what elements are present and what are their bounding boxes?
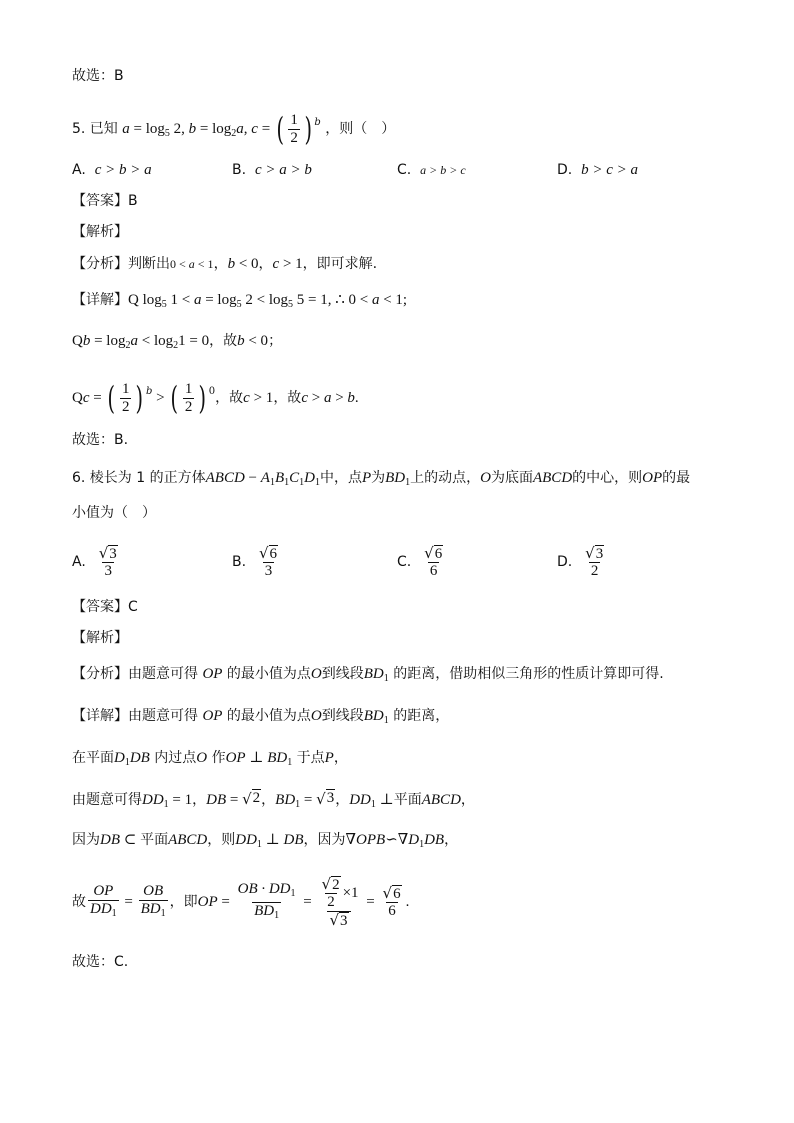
q5-xiangjie-step1: 【详解】Q $\log_5 1 < a = \log_5 2 < \log_5 5 = 1$, ∴ 0 < a < 1; [72,292,408,310]
q6-answer-tag: 【答案】C [72,599,138,615]
q6-xiangjie: 【详解】由题意可得 OP 的最小值为点O到线段$BD_1$ 的距离， [72,708,450,726]
q6-analysis-tag: 【解析】 [72,630,128,646]
q4-answer-line: 故选：B [72,68,124,84]
q6-option-a: A. √ 3 3 [72,543,117,579]
q5-conclusion: 故选：B. [72,432,129,448]
q6-because-line: 因为DB ⊂ 平面ABCD，则$DD_1$ ⊥ DB，因为$\nabla OPB∽\nabla D_1DB$， [72,832,459,850]
q6-fenxi: 【分析】由题意可得 OP 的最小值为点O到线段$BD_1$ 的距离，借助相似三角形的性质计算即可得. [72,666,664,684]
q6-final-line: 故 $\frac{OP}{DD_1}$ = $\frac{OB}{BD_1}$ ，即OP = $\frac{OB \cdot DD_1}{BD_1}$ = √ 2 2 ×1 √ 3 = √ 6 6 . [72,874,410,929]
q5-option-a: A. c > b > a [72,162,152,178]
q5-c-expr: ( $\frac{1}{2}$ ) [276,110,312,148]
q6-stem-line1: 6. 棱长为 1 的正方体ABCD − $A_1B_1C_1D_1$中，点P为$BD_1$上的动点，O为底面ABCD的中心，则OP的最 [72,470,691,488]
q5-xiangjie-step2: $Qb = \log_2a < \log_21 = 0$，故b < 0； [72,333,283,351]
q5-fenxi: 【分析】判断出0 < a < 1，b < 0，c > 1，即可求解. [72,256,378,272]
q5-option-d: D. b > c > a [557,162,639,178]
q6-stem-line2: 小值为（ ） [72,505,156,521]
q5-xiangjie-step3: Qc = ( $\frac{1}{2}$ ) $^b$ > ( $\frac{1}{2}$ ) $^0$，故c > 1，故c > a > b. [72,379,359,417]
q6-given-line: 由题意可得$DD_1 = 1$，DB = √ 2 ，$BD_1$ = √ 3 ，$DD_1$ ⊥平面ABCD， [72,790,475,810]
q5-analysis-tag: 【解析】 [72,224,128,240]
q5-stem-prefix: 5. 已知 [72,121,118,137]
q6-option-c: C. √ 6 6 [397,543,443,579]
q5-stem-suffix: ，则（ ） [325,121,396,137]
q5-option-c: C. a > b > c [397,162,466,178]
q5-option-b: B. c > a > b [232,162,312,178]
q6-option-b: B. √ 6 3 [232,543,278,579]
q5-stem: 5. 已知 $a = \log_5 2$, $b = \log_2a$, c = ( $\frac{1}{2}$ ) $^b$ ，则（ ） [72,110,396,148]
q6-option-d: D. √ 3 2 [557,543,604,579]
q6-conclusion: 故选：C. [72,954,129,970]
q5-stem-math: a [122,121,130,137]
q6-plane-line: 在平面$D_1DB$ 内过点O 作OP ⊥ $BD_1$ 于点P， [72,750,348,768]
q5-answer-tag: 【答案】B [72,193,138,209]
